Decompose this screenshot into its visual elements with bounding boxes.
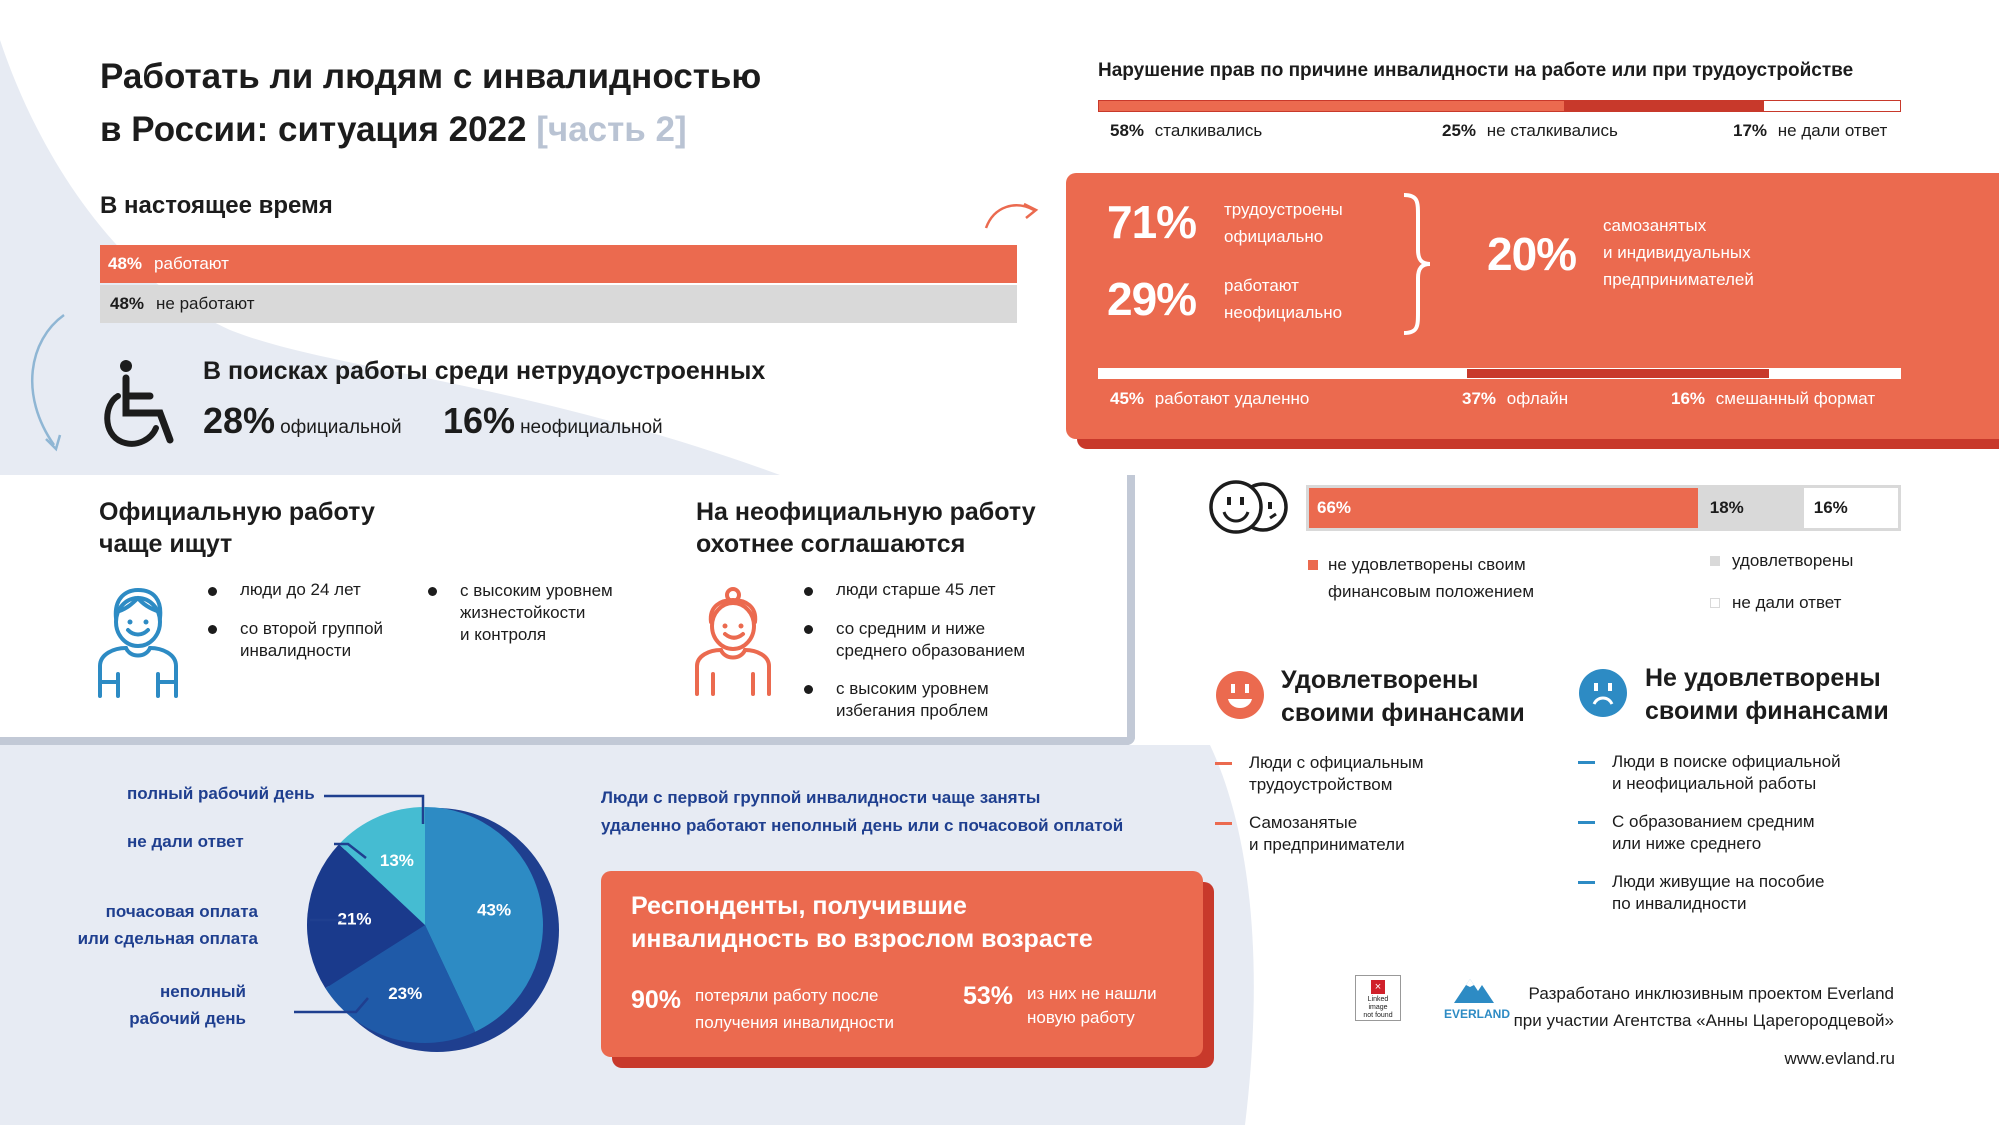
satisfaction-bar-unsatisfied [1309, 488, 1698, 528]
employed-official-line1: трудоустроены [1224, 200, 1343, 219]
work-format-legend-0 [1110, 389, 1309, 409]
employed-official-label [1224, 196, 1343, 250]
pie-label-part-day [40, 978, 246, 1032]
work-type-pie-chart [290, 780, 570, 1070]
adult-stat-2 [963, 982, 1157, 1030]
violation-label-1: не сталкивались [1486, 121, 1618, 140]
violation-legend-0 [1110, 121, 1262, 141]
bullet-icon [804, 685, 813, 694]
unsatisfied-item-0-line1: Люди в поиске официальной [1612, 752, 1841, 771]
official-seek-item-0 [208, 580, 361, 600]
young-person-icon [96, 586, 180, 698]
satisfied-item-0-line2: трудоустройством [1249, 775, 1393, 794]
official-seek-item-1-line2: инвалидности [240, 641, 352, 660]
work-format-label-2: смешанный формат [1715, 389, 1876, 408]
satisfied-heading [1281, 664, 1525, 730]
not-working-label: не работают [156, 294, 255, 313]
self-employed-line1: самозанятых [1603, 216, 1707, 235]
violation-pct-0: 58% [1110, 121, 1145, 140]
official-seek-item-2-line1: с высоким уровнем [460, 581, 613, 600]
unofficial-agree-item-1-line1: со средним и ниже [836, 619, 986, 638]
satisfied-heading-1: Удовлетворены [1281, 666, 1479, 694]
self-employed-pct: 20% [1487, 228, 1577, 280]
work-format-remote [1099, 369, 1467, 378]
unofficial-agree-item-1 [804, 618, 1025, 662]
search-unofficial [443, 400, 663, 442]
adult-stat-1-pct: 90% [631, 986, 682, 1014]
broken-image-text-3: not found [1363, 1012, 1393, 1019]
satisfied-item-0-line1: Люди с официальным [1249, 753, 1424, 772]
work-format-label-1: офлайн [1506, 389, 1569, 408]
work-format-legend-2 [1671, 389, 1875, 409]
legend-unsatisfied-line1: не удовлетворены своим [1328, 555, 1526, 574]
search-heading: В поисках работы среди нетрудоустроенных [203, 357, 766, 385]
adult-stat-2-pct: 53% [963, 982, 1014, 1010]
official-seek-item-1 [208, 618, 383, 662]
official-seek-item-1-line1: со второй группой [240, 619, 384, 638]
bullet-icon [804, 587, 813, 596]
footer-credit [1480, 980, 1894, 1034]
employed-official-pct: 71% [1107, 196, 1197, 248]
violation-pct-2: 17% [1733, 121, 1768, 140]
unsatisfied-heading [1645, 662, 1889, 728]
legend-unsatisfied [1306, 551, 1534, 605]
curved-arrow-right-icon [982, 196, 1042, 232]
legend-swatch-grey [1710, 556, 1720, 566]
unsatisfied-heading-1: Не удовлетворены [1645, 664, 1881, 692]
violation-legend-1 [1442, 121, 1618, 141]
bullet-icon [804, 625, 813, 634]
work-format-bar [1098, 368, 1901, 379]
search-official [203, 400, 402, 442]
unofficial-agree-item-1-line2: среднего образованием [836, 641, 1026, 660]
unsatisfied-item-2 [1578, 871, 1824, 915]
self-employed-line3: предпринимателей [1603, 270, 1754, 289]
official-seek-item-2-line3: и контроля [460, 625, 547, 644]
satisfaction-pct-2: 16% [1813, 498, 1848, 517]
official-seek-item-0-text: люди до 24 лет [240, 580, 361, 599]
unsatisfied-item-0-line2: и неофициальной работы [1612, 774, 1817, 793]
legend-satisfied-text: удовлетворены [1732, 551, 1854, 570]
wheelchair-icon [98, 358, 180, 448]
pie-slice-label-2: 21% [337, 909, 372, 929]
remote-note [601, 784, 1123, 840]
pie-slice-label-0: 43% [477, 900, 512, 920]
official-seek-heading [99, 496, 375, 560]
dash-icon [1578, 821, 1595, 824]
broken-image-placeholder [1355, 975, 1401, 1021]
unofficial-agree-heading-2: охотнее соглашаются [696, 530, 966, 558]
self-employed-line2: и индивидуальных [1603, 243, 1751, 262]
official-seek-heading-2: чаще ищут [99, 530, 233, 558]
self-employed-label [1603, 212, 1754, 293]
violation-label-2: не дали ответ [1777, 121, 1888, 140]
unsatisfied-item-2-line1: Люди живущие на пособие [1612, 872, 1825, 891]
search-unofficial-pct: 16% [443, 400, 516, 441]
violation-label-0: сталкивались [1154, 121, 1263, 140]
legend-unsatisfied-line2: финансовым положением [1328, 582, 1535, 601]
satisfaction-pct-1: 18% [1709, 498, 1744, 517]
unofficial-agree-heading [696, 496, 1036, 560]
broken-image-icon: × [1371, 980, 1385, 994]
violation-pct-1: 25% [1442, 121, 1477, 140]
satisfaction-bar [1306, 485, 1901, 531]
working-bar [100, 245, 1017, 283]
pie-label-part-2: рабочий день [129, 1009, 246, 1028]
unofficial-agree-heading-1: На неофициальную работу [696, 498, 1036, 526]
adult-stat-2-line2: новую работу [1027, 1008, 1135, 1027]
work-format-legend-1 [1462, 389, 1568, 409]
adult-stat-1-line2: получения инвалидности [695, 1013, 895, 1032]
title-part: [часть 2] [536, 110, 687, 149]
remote-note-line1: Люди с первой группой инвалидности чаще заняты [601, 788, 1041, 807]
happy-face-icon [1215, 670, 1265, 720]
pie-label-part-1: неполный [160, 982, 246, 1001]
legend-no-answer-text: не дали ответ [1732, 593, 1842, 612]
footer-credit-line1: Разработано инклюзивным проектом Everland [1528, 984, 1894, 1003]
footer-url[interactable]: www.evland.ru [1784, 1049, 1895, 1068]
dash-icon [1578, 881, 1595, 884]
satisfied-item-1-line2: и предприниматели [1249, 835, 1405, 854]
pie-label-hourly-2: или сдельная оплата [77, 929, 258, 948]
legend-no-answer [1710, 593, 1841, 613]
curly-brace-icon [1398, 192, 1434, 336]
employed-unofficial-pct: 29% [1107, 273, 1197, 325]
work-format-label-0: работают удаленно [1154, 389, 1310, 408]
elderly-person-icon [693, 586, 773, 696]
official-seek-item-2-line2: жизнестойкости [460, 603, 586, 622]
satisfaction-bar-satisfied [1698, 488, 1804, 528]
working-label: работают [154, 254, 229, 273]
work-format-pct-0: 45% [1110, 389, 1145, 408]
unsatisfied-item-2-line2: по инвалидности [1612, 894, 1747, 913]
faces-icon [1206, 478, 1290, 536]
work-format-mixed [1769, 369, 1900, 378]
bullet-icon [208, 587, 217, 596]
footer-credit-line2: при участии Агентства «Анны Царегородцевой» [1513, 1011, 1894, 1030]
employed-official-line2: официально [1224, 227, 1324, 246]
unofficial-agree-item-0-text: люди старше 45 лет [836, 580, 996, 599]
satisfaction-bar-no-answer [1804, 488, 1898, 528]
legend-swatch-orange [1308, 560, 1318, 570]
violation-bar-not-faced [1564, 101, 1764, 111]
satisfied-item-0 [1215, 752, 1424, 796]
pie-slice-label-1: 23% [388, 983, 423, 1003]
adult-heading [631, 890, 1093, 956]
search-official-label: официальной [280, 417, 402, 438]
remote-note-line2: удаленно работают неполный день или с почасовой оплатой [601, 816, 1124, 835]
violation-bar-no-answer [1764, 101, 1900, 111]
satisfied-item-1 [1215, 812, 1405, 856]
dash-icon [1215, 822, 1232, 825]
working-pct: 48% [108, 254, 143, 273]
pie-label-hourly-1: почасовая оплата [105, 902, 258, 921]
search-official-pct: 28% [203, 400, 276, 441]
pie-label-no-answer: не дали ответ [127, 832, 244, 851]
legend-swatch-white [1710, 598, 1720, 608]
unsatisfied-item-0 [1578, 751, 1841, 795]
employed-unofficial-label [1224, 272, 1342, 326]
title-line-1: Работать ли людям с инвалидностью [100, 57, 762, 96]
sad-face-icon [1578, 668, 1628, 718]
employed-unofficial-line1: работают [1224, 276, 1299, 295]
broken-image-text-2: image [1368, 1004, 1388, 1011]
not-working-pct: 48% [110, 294, 145, 313]
unsatisfied-item-1-line1: С образованием средним [1612, 812, 1815, 831]
satisfied-item-1-line1: Самозанятые [1249, 813, 1358, 832]
adult-heading-1: Респонденты, получившие [631, 892, 967, 920]
unofficial-agree-item-2-line2: избегания проблем [836, 701, 989, 720]
search-unofficial-label: неофициальной [520, 417, 663, 438]
official-seek-item-2 [428, 580, 613, 646]
legend-satisfied [1710, 551, 1853, 571]
work-format-pct-1: 37% [1462, 389, 1497, 408]
unsatisfied-heading-2: своими финансами [1645, 697, 1889, 725]
satisfied-heading-2: своими финансами [1281, 699, 1525, 727]
adult-stat-1 [631, 982, 894, 1036]
adult-stat-1-line1: потеряли работу после [695, 986, 879, 1005]
adult-stat-2-line1: из них не нашли [1027, 984, 1157, 1003]
unofficial-agree-item-2 [804, 678, 989, 722]
employed-unofficial-line2: неофициально [1224, 303, 1343, 322]
violation-bar-faced [1099, 101, 1564, 111]
unofficial-agree-item-0 [804, 580, 995, 600]
unofficial-agree-item-2-line1: с высоким уровнем [836, 679, 989, 698]
violation-heading: Нарушение прав по причине инвалидности на работе или при трудоустройстве [1098, 60, 1854, 81]
violation-bar [1098, 100, 1901, 112]
violation-legend-2 [1733, 121, 1887, 141]
pie-label-full-day: полный рабочий день [127, 784, 315, 803]
work-format-pct-2: 16% [1671, 389, 1706, 408]
unsatisfied-item-1 [1578, 811, 1815, 855]
adult-heading-2: инвалидность во взрослом возрасте [631, 925, 1093, 953]
pie-slice-label-3: 13% [379, 851, 414, 871]
current-heading: В настоящее время [100, 192, 333, 219]
bullet-icon [428, 587, 437, 596]
everland-logo-text: EVERLAND [1444, 1007, 1511, 1021]
official-seek-heading-1: Официальную работу [99, 498, 375, 526]
not-working-bar [100, 285, 1017, 323]
pie-label-hourly [40, 898, 258, 952]
satisfaction-pct-0: 66% [1317, 498, 1352, 517]
unsatisfied-item-1-line2: или ниже среднего [1612, 834, 1762, 853]
bullet-icon [208, 625, 217, 634]
curved-arrow-left-icon [24, 305, 84, 455]
page-title [100, 50, 761, 156]
work-format-offline [1467, 369, 1770, 378]
dash-icon [1215, 762, 1232, 765]
broken-image-text-1: Linked [1367, 996, 1389, 1003]
dash-icon [1578, 761, 1595, 764]
title-line-2: в России: ситуация 2022 [100, 110, 527, 149]
